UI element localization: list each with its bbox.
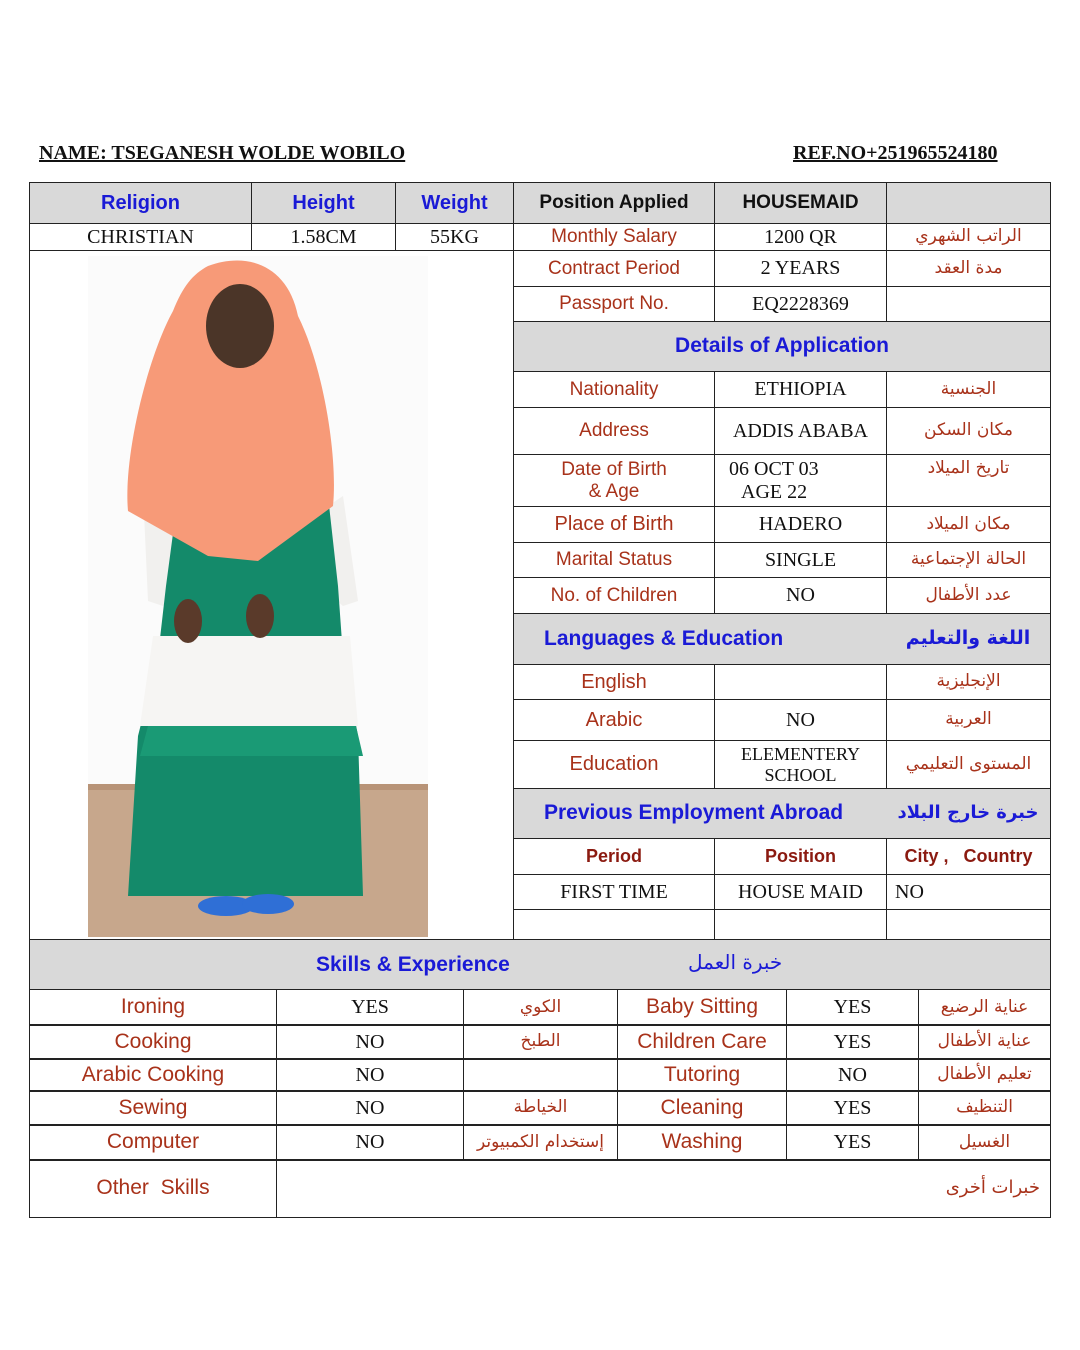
height-label: Height [251, 182, 396, 224]
other-skills-label: Other Skills [29, 1159, 277, 1218]
position-applied-label: Position Applied [513, 182, 715, 224]
employment-heading-ar: خبرة خارج البلاد [886, 788, 1051, 839]
children-ar: عدد الأطفال [886, 577, 1051, 614]
skill-right-ar: عناية الرضيع [918, 989, 1051, 1026]
languages-heading: Languages & Education [513, 613, 887, 665]
education-label: Education [513, 740, 715, 789]
skill-left-label: Cooking [29, 1024, 277, 1060]
skill-left-ar: إستخدام الكمبيوتر [463, 1124, 618, 1161]
arabic-label: Arabic [513, 699, 715, 741]
employment-position-value: HOUSE MAID [714, 874, 887, 910]
other-skills-ar: خبرات أخرى [945, 1177, 1040, 1199]
contract-period-ar: مدة العقد [886, 250, 1051, 287]
candidate-photo [88, 256, 428, 937]
skill-right-value: NO [786, 1058, 919, 1092]
contract-period-label: Contract Period [513, 250, 715, 287]
nationality-ar: الجنسية [886, 371, 1051, 408]
arabic-value: NO [714, 699, 887, 741]
place-of-birth-ar: مكان الميلاد [886, 506, 1051, 543]
english-label: English [513, 664, 715, 700]
place-of-birth-value: HADERO [714, 506, 887, 543]
dob-ar: تاريخ الميلاد [886, 454, 1051, 507]
arabic-ar: العربية [886, 699, 1051, 741]
skill-right-value: YES [786, 1124, 919, 1161]
marital-status-value: SINGLE [714, 542, 887, 578]
skill-left-value: NO [276, 1090, 464, 1126]
person-photo-icon [88, 256, 428, 937]
dob-label-line1: Date of Birth [561, 458, 667, 480]
skill-left-value: NO [276, 1124, 464, 1161]
education-value-line2: SCHOOL [764, 764, 837, 785]
languages-heading-ar: اللغة والتعليم [886, 613, 1051, 665]
skill-left-value: YES [276, 989, 464, 1026]
religion-label: Religion [29, 182, 252, 224]
details-heading: Details of Application [513, 321, 1051, 372]
education-value-line1: ELEMENTERY [741, 743, 860, 764]
contract-period-value: 2 YEARS [714, 250, 887, 287]
education-value [714, 740, 887, 789]
children-label: No. of Children [513, 577, 715, 614]
employment-heading: Previous Employment Abroad [513, 788, 887, 839]
skills-heading: Skills & Experience [316, 953, 510, 976]
employment-empty-cell [886, 909, 1051, 940]
passport-value: EQ2228369 [714, 286, 887, 322]
skill-left-value: NO [276, 1058, 464, 1092]
skill-left-label: Ironing [29, 989, 277, 1026]
employment-period-value: FIRST TIME [513, 874, 715, 910]
employment-empty-cell [513, 909, 715, 940]
position-applied-value: HOUSEMAID [714, 182, 887, 224]
address-label: Address [513, 407, 715, 455]
skill-right-label: Tutoring [617, 1058, 787, 1092]
marital-status-ar: الحالة الإجتماعية [886, 542, 1051, 578]
skill-right-label: Children Care [617, 1024, 787, 1060]
other-skills-value [276, 1159, 1051, 1218]
skill-left-label: Sewing [29, 1090, 277, 1126]
religion-value: CHRISTIAN [29, 223, 252, 251]
employment-city-country-label: City , Country [886, 838, 1051, 875]
skill-left-value: NO [276, 1024, 464, 1060]
employment-empty-cell [714, 909, 887, 940]
children-value: NO [714, 577, 887, 614]
weight-value: 55KG [395, 223, 514, 251]
skills-heading-bar [29, 939, 1051, 990]
nationality-label: Nationality [513, 371, 715, 408]
education-ar: المستوى التعليمي [886, 740, 1051, 789]
monthly-salary-value: 1200 QR [714, 223, 887, 251]
marital-status-label: Marital Status [513, 542, 715, 578]
skill-left-ar: الطبخ [463, 1024, 618, 1060]
weight-label: Weight [395, 182, 514, 224]
skill-right-label: Baby Sitting [617, 989, 787, 1026]
skill-right-value: YES [786, 989, 919, 1026]
skill-left-ar [463, 1058, 618, 1092]
passport-label: Passport No. [513, 286, 715, 322]
reference-number: REF.NO+251965524180 [793, 142, 998, 164]
skill-right-label: Washing [617, 1124, 787, 1161]
employment-period-label: Period [513, 838, 715, 875]
address-value: ADDIS ABABA [714, 407, 887, 455]
monthly-salary-ar: الراتب الشهري [886, 223, 1051, 251]
employment-city-country-value: NO [886, 874, 1051, 910]
skill-right-ar: الغسيل [918, 1124, 1051, 1161]
height-value: 1.58CM [251, 223, 396, 251]
passport-ar [886, 286, 1051, 322]
english-ar: الإنجليزية [886, 664, 1051, 700]
english-value [714, 664, 887, 700]
skill-left-label: Computer [29, 1124, 277, 1161]
skill-right-value: YES [786, 1090, 919, 1126]
skill-right-ar: تعليم الأطفال [918, 1058, 1051, 1092]
dob-label [513, 454, 715, 507]
skill-right-label: Cleaning [617, 1090, 787, 1126]
dob-label-line2: & Age [588, 480, 640, 502]
address-ar: مكان السكن [886, 407, 1051, 455]
employment-position-label: Position [714, 838, 887, 875]
skills-heading-ar: خبرة العمل [688, 950, 783, 974]
skill-right-ar: التنظيف [918, 1090, 1051, 1126]
dob-value [714, 454, 887, 507]
skill-right-value: YES [786, 1024, 919, 1060]
candidate-name: NAME: TSEGANESH WOLDE WOBILO [39, 142, 406, 164]
skill-left-ar: الكوي [463, 989, 618, 1026]
dob-date: 06 OCT 03 [729, 457, 819, 480]
skill-left-ar: الخياطة [463, 1090, 618, 1126]
nationality-value: ETHIOPIA [714, 371, 887, 408]
dob-age: AGE 22 [741, 480, 808, 503]
skill-right-ar: عناية الأطفال [918, 1024, 1051, 1060]
monthly-salary-label: Monthly Salary [513, 223, 715, 251]
place-of-birth-label: Place of Birth [513, 506, 715, 543]
position-applied-ar [886, 182, 1051, 224]
skill-left-label: Arabic Cooking [29, 1058, 277, 1092]
